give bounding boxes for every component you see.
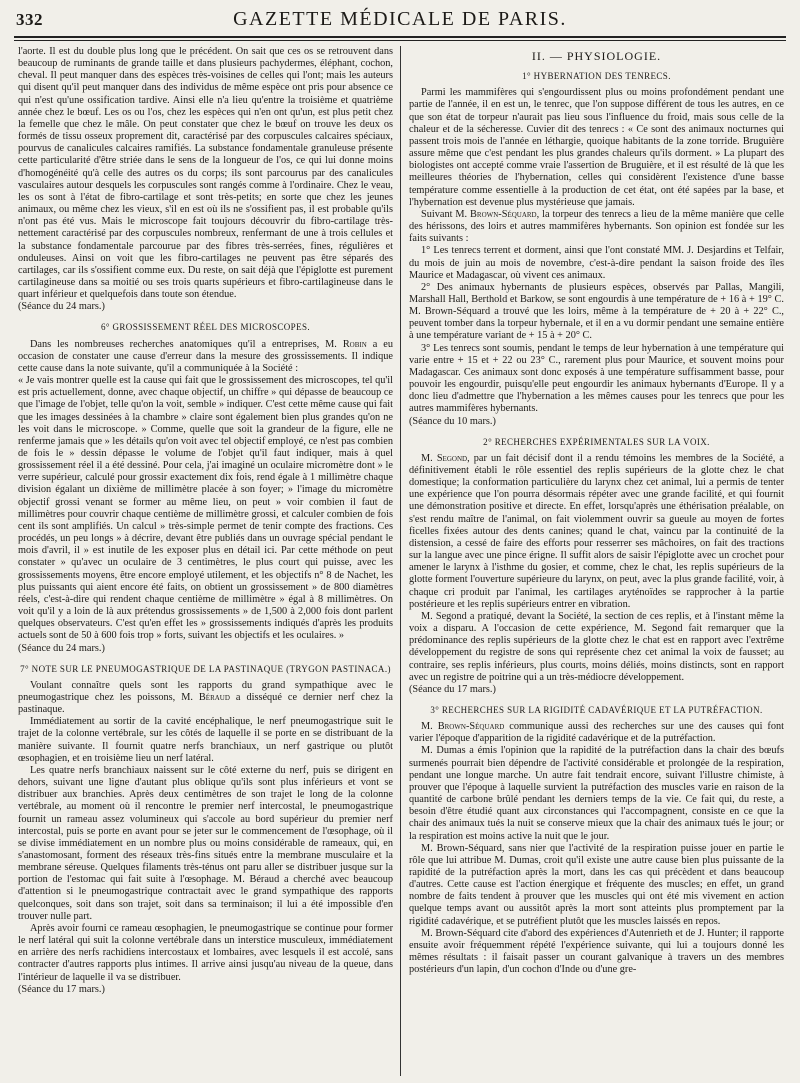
page-header bbox=[14, 6, 786, 36]
paragraph: 1° Les tenrecs terrent et dorment, ainsi que l'ont constaté MM. J. Desjardins et Telfair, du mois de juin au mois de novembre, c'est-à-dire pendant la saison froide des îles Maurice et Madagascar, où vivent ces animaux. bbox=[409, 245, 784, 281]
seance-date: (Séance du 17 mars.) bbox=[18, 983, 105, 995]
paragraph: M. Dumas a émis l'opinion que la rapidité de la putréfaction dans la chair des bœufs surmenés pourrait bien dépendre de l'activité considérable et prolongée de la respiration, pendant une longue marche. Un autre fait tendrait encore, suivant l'illustre chimiste, à prouver que l'époque à laquelle survient la putréfaction des muscles varie en raison de la quantité de carbone brûlé pendant les derniers temps de la vie. Ce fait qui, du reste, a besoin d'être étudié quant aux circonstances qui l'accompagnent, consiste en ce que la chair des animaux tués la nuit se conserve mieux que la chair des animaux tués le jour; or la respiration est moins active la nuit que le jour. bbox=[409, 745, 784, 842]
author-name: Brown-Séquard bbox=[470, 208, 537, 220]
paragraph bbox=[409, 721, 784, 745]
text-run: Dans les nombreuses recherches anatomiques qu'il a entreprises, M. bbox=[30, 338, 343, 350]
paragraph bbox=[409, 209, 784, 245]
paragraph: 2° Des animaux hybernants de plusieurs espèces, observés par Pallas, Mangili, Marshall Hall, Berthold et Barkow, se sont engourdis à une température de + 16 à + 19° C. M. Brown-Séquard a trouvé que les loirs, même à la température de + 20 à + 22° C., peuvent tomber dans la torpeur hybernale, et il en a vu dormir pendant une semaine entière à une température variant de + 15 à + 20° C. bbox=[409, 281, 784, 342]
paragraph: Immédiatement au sortir de la cavité encéphalique, le nerf pneumogastrique suit le trajet de la colonne vertébrale, sur les côtés de laquelle il se porte en se distribuant de la manière suivante. Il fournit quatre nerfs branchiaux, un nerf gastrique ou plutôt œsophagien, et en troisième lieu un nerf latéral. bbox=[18, 716, 393, 764]
section-heading: 6° GROSSISSEMENT RÉEL DES MICROSCOPES. bbox=[100, 322, 311, 333]
quotation: « Je vais montrer quelle est la cause qui fait que le grossissement des microscopes, tel qu'il est pris actuellement, donne, avec chaque objectif, un chiffre » qui dépasse de beaucoup ce que l'image de l'objet, telle qu'on la voit, semble » indiquer. C'est cette même cause qui fait que les images dessinées à la chambre » claire sont également bien plus grandes qu'on ne les voit dans le microscope. » Comme, quelle que soit la grandeur de la figure, elle ne renferme jamais que » les détails qu'on voit avec tel objectif employé, ce n'est pas combien de fois le » dessin dépasse le volume de l'objet qu'il faut indiquer, mais à quel grossissement réel il a été dessiné. Pour cela, j'ai imaginé un oculaire micromètre dont » le verre supérieur, calculé pour grossir exactement dix fois, rend égale à 1 millimètre chaque division égalant un dixième de millimètre placée à son foyer; » l'image du micromètre objectif grossi venant se former au même lieu, on peut » voir combien il faut de millimètres pour couvrir chaque centième de millimètre grossi, et calculer combien de fois cent ils sont amplifiés. Un calcul » très-simple permet de tenir compte des fractions. Ces procédés, un peu longs » à décrire, devant être publiés dans un ouvrage spécial pendant le mois d'avril, il » est inutile de les exposer plus en détail ici. Par cette méthode on peut constater » qu'avec un oculaire de 3 centimètres, le plus court qui puisse, avec les grossissements moyens, être encore employé utilement, et les objectifs n° 8 de Nachet, les plus puissants qui aient encore été faits, on obtient un grossissement » de 800 diamètres réels, c'est-à-dire qui rendent chaque centième de millimètre » égal à 8 millimètres. On voit qu'il y a loin de là aux prétendus grossissements » de 1,500 à 2,000 fois dont parlent quelques observateurs. C'est qu'en effet les » grossissements indiqués d'après les produits actuels sont de 50 à 600 fois trop » forts, suivant les objectifs et les oculaires. » bbox=[18, 375, 393, 642]
text-run: M. bbox=[421, 721, 438, 733]
section-heading: 2° RECHERCHES EXPÉRIMENTALES SUR LA VOIX. bbox=[483, 436, 710, 447]
paragraph: M. Segond a pratiqué, devant la Société, la section de ces replis, et à l'instant même la voix a disparu. A l'occasion de cette expérience, M. Segond fait remarquer que la prédominance des replis supérieurs de la glotte chez le chat est en rapport avec l'extrême développement du registre de sons qui représente chez cet animal la voix de fausset; au contraire, ses replis inférieurs, plus courts, moins déliés, moins distincts, sont en rapport avec un registre de poitrine qui a un très-médiocre développement. bbox=[409, 610, 784, 683]
text-run: , la torpeur des tenrecs a lieu de la même manière que celle des hérissons, des loirs et autres mammifères hybernants. Son opinion est fondée sur les faits suivants : bbox=[409, 208, 784, 245]
section-heading: 7° NOTE SUR LE PNEUMOGASTRIQUE DE LA PASTINAQUE (TRYGON PASTINACA.) bbox=[20, 663, 391, 674]
header-rule-thin bbox=[14, 40, 786, 41]
part-title: II. — PHYSIOLOGIE. bbox=[531, 49, 662, 63]
left-column bbox=[18, 46, 393, 1076]
text-run: M. bbox=[421, 452, 437, 464]
seance-date: (Séance du 10 mars.) bbox=[409, 415, 496, 427]
author-name: Robin bbox=[342, 338, 367, 350]
paragraph: Parmi les mammifères qui s'engourdissent plus ou moins profondément pendant une partie de l'année, il en est un, le tenrec, que l'on suppose différent de tous les autres, en ce que son état de torpeur n'aurait pas lieu sous l'influence du froid, mais sous celle de la chaleur et de la sécheresse. Cuvier dit des tenrecs : « Ce sont des animaux nocturnes qui passent trois mois de l'année en léthargie, quoique habitants de la zone torride. Bruguière assure même que c'est pendant les plus grandes chaleurs qu'ils dorment. » La plupart des biologistes ont accepté comme vraie l'assertion de Bruguière, et il est résulté de là que les meilleures théories de l'hybernation, celles qui considèrent l'existence d'une basse température comme essentielle à la production de cet état, ont été sapées par la base, et l'hybernation est devenue plus mystérieuse que jamais. bbox=[409, 87, 784, 208]
paragraph: 3° Les tenrecs sont soumis, pendant le temps de leur hybernation à une température qui varie entre + 15 et + 22 ou 23° C., rarement plus pour Maurice, et souvent moins pour Madagascar. Ces animaux sont donc exposés à une température suffisamment basse, pour pouvoir les engourdir, puisqu'elle peut engourdir les animaux hybernants d'Europe. Il y a donc lieu d'admettre que l'hybernation a les mêmes causes pour les tenrecs que pour les autres mammifères hybernants. bbox=[409, 342, 784, 415]
seance-date: (Séance du 24 mars.) bbox=[18, 642, 105, 654]
column-divider bbox=[400, 46, 401, 1076]
header-rule bbox=[14, 36, 786, 38]
text-run: Voulant connaître quels sont les rapports du grand sympathique avec le pneumogastrique chez les poissons, M. bbox=[18, 679, 393, 703]
page-number: 332 bbox=[16, 10, 43, 29]
right-column bbox=[409, 46, 784, 1076]
text-run: a disséqué ce dernier nerf chez la pastinaque. bbox=[18, 691, 393, 716]
author-name: Brown-Séquard bbox=[437, 721, 505, 733]
paragraph: Les quatre nerfs branchiaux naissent sur le côté externe du nerf, puis se dirigent en dehors, suivant une ligne d'autant plus oblique qu'ils sont plus inférieurs et vont se distribuer aux branchies. Après deux centimètres de son trajet le long de la colonne vertébrale, au moment où il rencontre le premier nerf intercostal, le pneumogastrique fournit un rameau assez volumineux qui s'accole au bord supérieur du premier nerf intercostal, puis se porte en avant pour se jeter sur le commencement de l'œsophage, où il se divise immédiatement en un nombre plus ou moins considérable de rameaux, qui, en s'anastomosant, forment des réseaux très-fins situés entre la membrane musculaire et la membrane séreuse. Quelques filaments très-ténus ont paru aller se distribuer jusque sur la portion de l'estomac qui fait suite à l'œsophage. M. Béraud a cherché avec beaucoup d'attention si le pneumogastrique contractait avec le grand sympathique des rapports quelconques, soit dans son trajet, soit dans sa terminaison; il lui a été impossible d'en trouver nulle part. bbox=[18, 764, 393, 922]
author-name: Segond bbox=[436, 452, 468, 464]
author-name: Béraud bbox=[198, 691, 230, 703]
paragraph: l'aorte. Il est du double plus long que le précédent. On sait que ces os se retrouvent dans beaucoup de ruminants de grande taille et dans plusieurs pachydermes, éléphant, cochon, cheval. Il peut manquer dans des espèces très-voisines de celles qui l'ont; mais les auteurs qui disent qu'il peut manquer dans des individus de même espèce ont pris pour absence ce qui n'est qu'une ossification tardive. Ainsi elle n'a lieu qu'entre la troisième et quatrième année chez le bœuf. Les os ou l'os, chez les espèces qui n'en ont qu'un, est plus petit chez la femelle que chez le mâle. On peut constater que chez le bœuf on trouve les deux os formés de tissu osseux proprement dit, caractérisé par des corpuscules calcaires spéciaux, pourvus de canalicules calcaires ramifiés. La substance fondamentale granuleuse présente cette particularité d'être striée dans le sens de la longueur de l'os, ce qui lui donne moins d'homogénéité qu'à celle des autres os du corps; ils sont parcourus par des canalicules vasculaires autour desquels les corpuscules sont rangés comme à l'ordinaire. Chez le veau, les os sont à l'état de fibro-cartilage et sont très-petits; en sorte que chez les jeunes animaux, ou même chez les vieux, s'il en est où ils ne s'ossifient pas, il est probable qu'ils n'ont pas été vus. Mais le microscope fait toujours découvrir du fibro-cartilage très-nettement caractérisé par des corpuscules nombreux, renfermant de une à trois cellules et la substance fondamentale parcourue par des fibres très-serrées, fines, régulières et onduleuses. Ainsi on voit que les fibro-cartilages ne peuvent pas être séparés des cartilages, car ils s'ossifient comme eux. Du reste, on sait déjà que l'épiglotte est purement cartilagineuse dans sa moitié ou ses trois quarts supérieurs et fibro-cartilagineuse dans le quart inférieur et quelquefois dans toute son étendue. bbox=[18, 46, 393, 301]
paragraph bbox=[18, 339, 393, 375]
text-run: Suivant M. bbox=[421, 208, 471, 220]
text-run: a eu occasion de constater une cause d'erreur dans la mesure des grossissements. Il indique cette cause dans la note suivante, qu'il a communiquée à la Société : bbox=[18, 338, 393, 374]
text-run: , par un fait décisif dont il a rendu témoins les membres de la Société, a définitivement établi le rôle essentiel des replis supérieurs de la glotte chez le chat domestique; la conformation particulière du larynx chez cet animal, lui a permis de tenter une expérience que l'on pourra désormais répéter avec une grande facilité, et qui fournit une démonstration positive et directe. En effet, lorsqu'après une éthérisation préalable, on s'est rendu maître de l'animal, on fait violemment ouvrir sa gueule au moyen de fortes ficelles fixées autour des dents canines; quand le chat, vaincu par la continuité de la distension, a cessé de faire des efforts pour resserrer ses mâchoires, on fait des tractions sur la langue avec une pince érigne. Il suffit alors de saisir l'épiglotte avec un crochet pour amener le larynx à l'isthme du gosier, et comme, chez le chat, les replis supérieurs de la glotte forment l'ouverture supérieure du larynx, on peut, avec la plus grande facilité, voir, à chaque cri produit par l'animal, les cartilages aryténoïdes se rapprocher à la partie postérieure et les replis supérieurs entrer en vibration. bbox=[409, 452, 784, 610]
paragraph: Après avoir fourni ce rameau œsophagien, le pneumogastrique se continue pour former le nerf latéral qui suit la colonne vertébrale dans un interstice musculeux, immédiatement en arrière des nerfs rachidiens intercostaux et lombaires, avec lesquels il est accolé, sans contracter d'autres rapports plus intimes. Il arrive ainsi jusqu'au niveau de la queue, dans l'intérieur de laquelle il va se distribuer. bbox=[18, 922, 393, 983]
seance-date: (Séance du 24 mars.) bbox=[18, 301, 105, 313]
journal-title: GAZETTE MÉDICALE DE PARIS. bbox=[233, 8, 567, 30]
section-heading: 1° HYBERNATION DES TENRECS. bbox=[522, 71, 671, 82]
text-run: communique aussi des recherches sur une des causes qui font varier l'époque d'apparition de la rigidité cadavérique et de la putréfaction. bbox=[409, 721, 784, 745]
paragraph: M. Brown-Séquard cite d'abord des expériences d'Autenrieth et de J. Hunter; il rapporte ensuite avoir fréquemment répété l'expérience suivante, qui lui a toujours donné les mêmes résultats : il faisait passer un courant galvanique à travers un des membres postérieurs d'un lapin, d'un cochon d'Inde ou d'une gre- bbox=[409, 927, 784, 976]
section-heading: 3° RECHERCHES SUR LA RIGIDITÉ CADAVÉRIQUE ET LA PUTRÉFACTION. bbox=[430, 704, 763, 715]
paragraph: M. Brown-Séquard, sans nier que l'activité de la respiration puisse jouer en partie le rôle que lui attribue M. Dumas, croit qu'il existe une autre cause bien plus puissante de la rapidité de la putréfaction après la mort, dans les cas qui précèdent et dans beaucoup d'autres. Cette cause est l'action énergique et fréquente des muscles; en effet, un grand nombre de faits tendent à prouver que les muscles qui ont été mis vivement en action quelque temps avant ou aussitôt après la mort sont atteints plus promptement par la rigidité cadavérique, et se putréfient plutôt que les muscles laissés en repos. bbox=[409, 842, 784, 927]
paragraph bbox=[18, 680, 393, 716]
paragraph bbox=[409, 453, 784, 611]
seance-date: (Séance du 17 mars.) bbox=[409, 683, 496, 695]
